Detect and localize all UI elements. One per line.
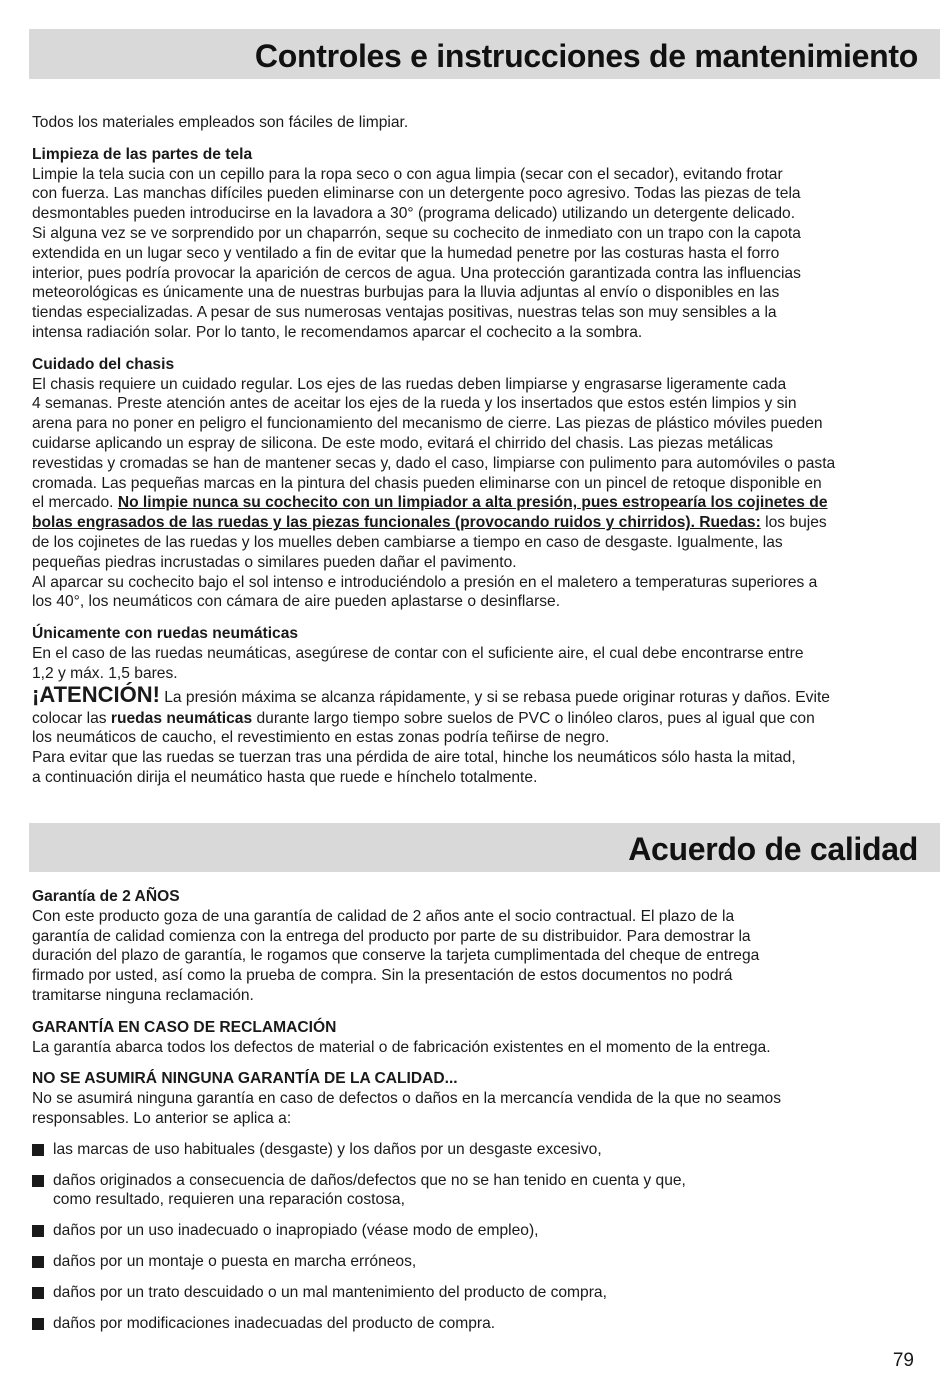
text-span-bold: ruedas neumáticas bbox=[110, 709, 253, 727]
text-line: garantía de calidad comienza con la entrega del producto por parte de su distribuidor. Para demostrar la bbox=[32, 927, 751, 945]
text-line: los neumáticos de caucho, el revestimiento en estas zonas podría teñirse de negro. bbox=[32, 729, 610, 747]
section-title-banner bbox=[29, 823, 940, 872]
text-line: tramitarse ninguna reclamación. bbox=[32, 986, 254, 1004]
quality-section bbox=[32, 887, 922, 1333]
section-title-banner bbox=[29, 29, 940, 79]
text-line: a continuación dirija el neumático hasta que ruede e hínchelo totalmente. bbox=[32, 768, 538, 786]
claim-heading: GARANTÍA EN CASO DE RECLAMACIÓN bbox=[32, 1018, 337, 1036]
text-line: firmado por usted, así como la prueba de compra. Sin la presentación de estos documentos no podrá bbox=[32, 967, 733, 985]
text-line: Con este producto goza de una garantía de calidad de 2 años ante el socio contractual. El plazo de la bbox=[32, 907, 735, 925]
attention-line bbox=[32, 681, 922, 709]
claim-text: La garantía abarca todos los defectos de material o de fabricación existentes en el momento de la entrega. bbox=[32, 1038, 771, 1056]
text-line: meteorológicas es únicamente una de nuestras burbujas para la lluvia adjuntas al envío o disponibles en las bbox=[32, 284, 780, 302]
list-item-text: daños por modificaciones inadecuadas del producto de compra. bbox=[53, 1314, 496, 1332]
list-item bbox=[32, 1283, 922, 1303]
text-line: Al aparcar su cochecito bajo el sol intenso e introduciéndolo a presión en el maletero a temperaturas superiores a bbox=[32, 573, 818, 591]
text-line: interior, pues podría provocar la aparición de cercos de agua. Una protección garantizada contra las influencias bbox=[32, 264, 801, 282]
list-item bbox=[32, 1140, 922, 1160]
no-warranty-heading: NO SE ASUMIRÁ NINGUNA GARANTÍA DE LA CALIDAD... bbox=[32, 1070, 458, 1088]
pressure-washer-warning: bolas engrasados de las ruedas y las piezas funcionales (provocando ruidos y chirridos). Ruedas: bbox=[32, 514, 761, 532]
chassis-body bbox=[32, 375, 922, 613]
fabric-body bbox=[32, 165, 922, 343]
text-line: revestidas y cromadas se han de mantener secas y, dado el caso, limpiarse con pulimento para automóviles o pasta bbox=[32, 454, 836, 472]
list-item-text: daños originados a consecuencia de daños/defectos que no se han tenido en cuenta y que, bbox=[53, 1171, 686, 1189]
maintenance-section bbox=[32, 113, 922, 788]
text-line: arena para no poner en peligro el funcionamiento del mecanismo de cierre. Las piezas de plástico móviles pueden bbox=[32, 415, 823, 433]
text-line: Para evitar que las ruedas se tuerzan tras una pérdida de aire total, hinche los neumáticos sólo hasta la mitad, bbox=[32, 749, 796, 767]
chassis-heading: Cuidado del chasis bbox=[32, 355, 175, 373]
text-line: cromada. Las pequeñas marcas en la pintura del chasis pueden eliminarse con un pincel de retoque disponible en bbox=[32, 474, 822, 492]
intro-text: Todos los materiales empleados son fáciles de limpiar. bbox=[32, 114, 409, 131]
attention-label: ¡ATENCIÓN! bbox=[32, 681, 160, 707]
exclusions-list bbox=[32, 1140, 922, 1334]
text-line: extendida en un lugar seco y ventilado a fin de evitar que la humedad penetre por las costuras hasta el forro bbox=[32, 244, 780, 262]
text-line: 4 semanas. Preste atención antes de aceitar los ejes de la rueda y los insertados que estos estén limpios y sin bbox=[32, 395, 797, 413]
list-item bbox=[32, 1221, 922, 1241]
text-line: cuidarse aplicando un espray de silicona. De este modo, evitará el chirrido del chasis. Las piezas metálicas bbox=[32, 434, 774, 452]
warranty-heading: Garantía de 2 AÑOS bbox=[32, 888, 180, 905]
text-line: Limpie la tela sucia con un cepillo para la ropa seco o con agua limpia (secar con el secador), evitando frotar bbox=[32, 165, 783, 183]
text-span: el mercado. bbox=[32, 494, 118, 512]
section-title: Acuerdo de calidad bbox=[628, 831, 918, 867]
list-item bbox=[32, 1171, 922, 1211]
fabric-heading: Limpieza de las partes de tela bbox=[32, 145, 253, 163]
text-line bbox=[32, 493, 922, 513]
text-line bbox=[32, 513, 922, 533]
pneumatic-heading: Únicamente con ruedas neumáticas bbox=[32, 625, 299, 643]
text-line: de los cojinetes de las ruedas y los muelles deben cambiarse a tiempo en caso de desgaste. Igualmente, las bbox=[32, 533, 783, 551]
list-item-text: daños por un uso inadecuado o inapropiado (véase modo de empleo), bbox=[53, 1222, 539, 1240]
text-span: durante largo tiempo sobre suelos de PVC o linóleo claros, pues al igual que con bbox=[252, 709, 815, 727]
text-line: El chasis requiere un cuidado regular. Los ejes de las ruedas deben limpiarse y engrasarse ligeramente cada bbox=[32, 375, 787, 393]
text-line: pequeñas piedras incrustadas o similares pueden dañar el pavimento. bbox=[32, 553, 517, 571]
list-item-text: daños por un trato descuidado o un mal mantenimiento del producto de compra, bbox=[53, 1283, 607, 1301]
text-span: La presión máxima se alcanza rápidamente, y si se rebasa puede originar roturas y daños. Evite bbox=[159, 688, 830, 706]
text-line: 1,2 y máx. 1,5 bares. bbox=[32, 664, 178, 682]
text-line: intensa radiación solar. Por lo tanto, le recomendamos aparcar el cochecito a la sombra. bbox=[32, 323, 643, 341]
list-item bbox=[32, 1252, 922, 1272]
section-title: Controles e instrucciones de mantenimiento bbox=[254, 38, 918, 74]
text-span: colocar las bbox=[32, 709, 111, 727]
text-span: los bujes bbox=[760, 514, 827, 532]
list-item bbox=[32, 1314, 922, 1334]
text-line: tiendas especializadas. A pesar de sus numerosas ventajas positivas, nuestras telas son muy sensibles a la bbox=[32, 304, 777, 322]
list-item-text: como resultado, requieren una reparación costosa, bbox=[53, 1191, 405, 1209]
pressure-washer-warning: No limpie nunca su cochecito con un limpiador a alta presión, pues estropearía los cojinetes de bbox=[117, 494, 828, 512]
text-line: con fuerza. Las manchas difíciles pueden eliminarse con un detergente poco agresivo. Todas las piezas de tela bbox=[32, 185, 801, 203]
text-line bbox=[32, 709, 922, 729]
list-item-text: las marcas de uso habituales (desgaste) y los daños por un desgaste excesivo, bbox=[53, 1140, 602, 1158]
text-line: responsables. Lo anterior se aplica a: bbox=[32, 1109, 292, 1127]
warranty-body bbox=[32, 907, 922, 1006]
text-line: los 40°, los neumáticos con cámara de aire pueden aplastarse o desinflarse. bbox=[32, 593, 561, 611]
text-line: Si alguna vez se ve sorprendido por un chaparrón, seque su cochecito de inmediato con un trapo con la capota bbox=[32, 224, 801, 242]
text-line: En el caso de las ruedas neumáticas, asegúrese de contar con el suficiente aire, el cual debe encontrarse entre bbox=[32, 644, 804, 662]
pneumatic-body bbox=[32, 644, 922, 788]
text-line: desmontables pueden introducirse en la lavadora a 30° (programa delicado) utilizando un detergente delicado. bbox=[32, 205, 796, 223]
text-line: duración del plazo de garantía, le rogamos que conserve la tarjeta cumplimentada del cheque de entrega bbox=[32, 947, 760, 965]
list-item-text: daños por un montaje o puesta en marcha erróneos, bbox=[53, 1252, 417, 1270]
text-line: No se asumirá ninguna garantía en caso de defectos o daños en la mercancía vendida de la que no seamos bbox=[32, 1090, 781, 1108]
page-number: 79 bbox=[892, 1350, 914, 1371]
